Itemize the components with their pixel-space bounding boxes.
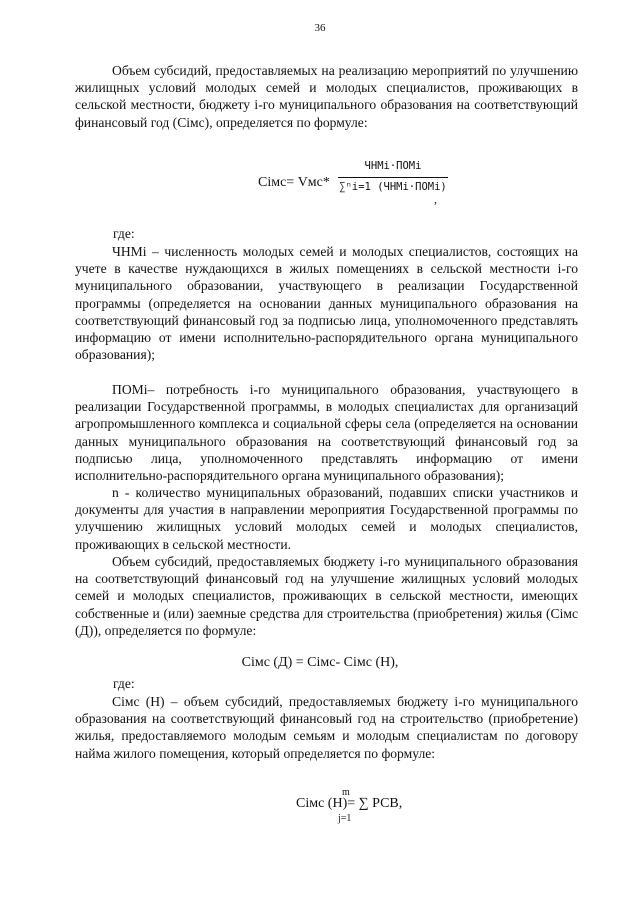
formula-cn	[296, 787, 436, 827]
sum-lower-limit: j=1	[338, 813, 352, 824]
formula-fraction	[338, 160, 448, 193]
formula-cn-main: Ciмс (Н)= ∑ РСВ,	[296, 796, 403, 811]
formula-comma: ,	[434, 192, 437, 206]
definition-chnm: ЧНМi – численность молодых семей и молодых специалистов, состоящих на учете в качестве нуждающихся в жилых помещениях в сельской местности i-го муниципального образовании, участвующего в реализации Государственной программы (определяется на основании данных муниципального образования на соответствующий финансовый год за подписью лица, уполномоченного представлять информацию от имени исполнительно-распорядительного органа муниципального образования);	[75, 244, 578, 363]
formula-denominator: ∑ⁿi=1 (ЧНМi·ПОМi)	[339, 181, 447, 193]
formula-cd: Ciмс (Д) = Ciмс- Ciмс (Н),	[241, 655, 399, 670]
definition-pom: ПОМi– потребность i-го муниципального образования, участвующего в реализации Государственной программы, в молодых специалистах для организаций агропромышленного комплекса и социальной сферы села (определяется на основании данных муниципального образования на соответствующий финансовый год за подписью лица, уполномоченного представлять информацию от имени исполнительно-распорядительного органа муниципального образования);	[75, 382, 578, 484]
definition-cn: Ciмс (Н) – объем субсидий, предоставляемых бюджету i-го муниципального образования на соответствующий финансовый год на строительство (приобретение) жилья, предоставляемого молодым семьям и молодым специалистам по договору найма жилого помещения, который определяется по формуле:	[75, 694, 578, 761]
paragraph-subsidy-d: Объем субсидий, предоставляемых бюджету i-го муниципального образования на соответствующий финансовый год на улучшение жилищных условий молодых семей и молодых специалистов, проживающих в сельской местности, имеющих собственные и (или) заемные средства для строительства (приобретения) жилья (Ciмс (Д)), определяется по формуле:	[75, 554, 578, 638]
page-number: 36	[314, 22, 326, 34]
formula-numerator: ЧНМi·ПОМi	[364, 160, 422, 172]
formula-lhs: Ciмс= Vмс*	[258, 175, 330, 190]
sum-upper-limit: m	[342, 787, 350, 798]
where-label-2: где:	[113, 676, 135, 691]
definition-n: n - количество муниципальных образований, подавших списки участников и документы для участия в направлении мероприятия Государственной программы по улучшению жилищных условий молодых семей и молодых специалистов, проживающих в сельской местности.	[75, 485, 578, 552]
paragraph-intro: Объем субсидий, предоставляемых на реализацию мероприятий по улучшению жилищных условий молодых семей и молодых специалистов, проживающих в сельской местности, бюджету i-го муниципального образования на соответствующий финансовый год (Ciмс), определяется по формуле:	[75, 63, 578, 130]
where-label: где:	[113, 226, 135, 241]
